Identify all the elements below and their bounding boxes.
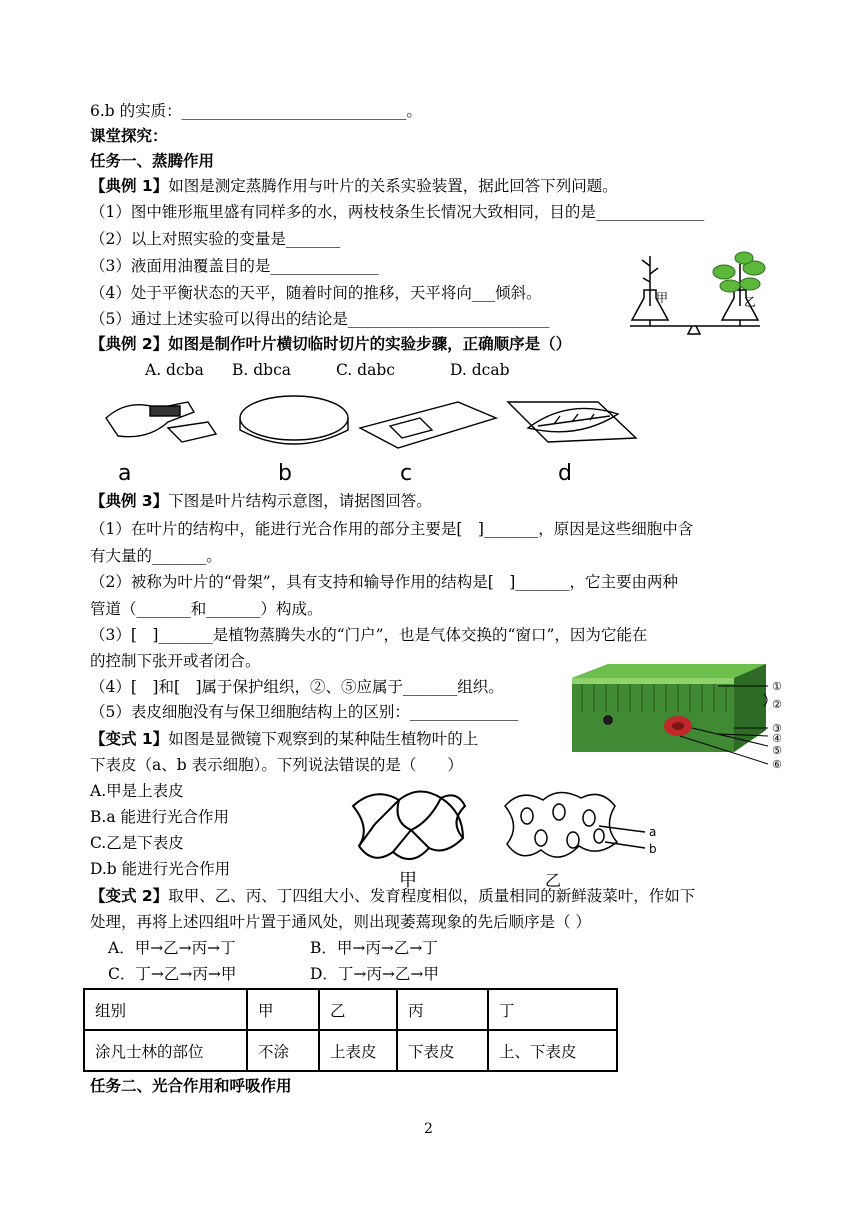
variant2-intro: 【变式 2】取甲、乙、丙、丁四组大小、发育程度相似，质量相同的新鲜菠菜叶，作如下 (90, 887, 696, 905)
epidermis-label-jia: 甲 (399, 870, 417, 888)
step-b-label: b (278, 461, 292, 486)
example1-q4: （4）处于平衡状态的天平，随着时间的推移，天平将向___倾斜。 (90, 284, 542, 302)
table-cell: 乙 (319, 989, 397, 1030)
leaf-label-3: ③ (772, 722, 782, 735)
variant1-intro-cont: 下表皮（a、b 表示细胞）。下列说法错误的是（ ） (90, 756, 463, 774)
cell-label-a: a (649, 825, 657, 839)
table-cell: 不涂 (247, 1030, 319, 1071)
example3-q3-cont: 的控制下张开或者闭合。 (90, 652, 261, 670)
table-cell: 甲 (247, 989, 319, 1030)
table-cell: 涂凡士林的部位 (84, 1030, 247, 1071)
vaseline-table (83, 988, 618, 1072)
slide-preparation-figure (98, 388, 658, 488)
variant1-option-a: A.甲是上表皮 (90, 782, 184, 800)
page-number: 2 (424, 1121, 433, 1137)
example3-q2-cont: 管道（_______和_______）构成。 (90, 600, 323, 618)
example1-q5: （5）通过上述实验可以得出的结论是__________________________ (90, 310, 550, 328)
example3-q4: （4）[ ]和[ ]属于保护组织，②、⑤应属于_______组织。 (90, 678, 504, 696)
leaf-label-2: ② (772, 698, 782, 711)
example3-q2: （2）被称为叶片的“骨架”，具有支持和输导作用的结构是[ ]_______，它主要由两种 (90, 573, 679, 591)
variant1-option-d: D.b 能进行光合作用 (90, 860, 231, 878)
example1-intro: 【典例 1】如图是测定蒸腾作用与叶片的关系实验装置，据此回答下列问题。 (90, 177, 618, 195)
cell-label-b: b (649, 842, 657, 856)
epidermis-label-yi: 乙 (545, 871, 562, 888)
line-6b: 6.b 的实质：_____________________________。 (90, 102, 422, 120)
epidermis-figure (345, 776, 685, 888)
example1-q2: （2）以上对照实验的变量是_______ (90, 230, 341, 248)
table-cell: 上、下表皮 (488, 1030, 617, 1071)
label-yi: 乙 (744, 295, 757, 309)
leaf-structure-figure (568, 660, 798, 770)
label-jia: 甲 (656, 291, 669, 305)
example3-q1: （1）在叶片的结构中，能进行光合作用的部分主要是[ ]_______，原因是这些细胞中含 (90, 520, 694, 538)
transpiration-apparatus-figure (620, 246, 790, 346)
example3-intro: 【典例 3】下图是叶片结构示意图，请据图回答。 (90, 492, 432, 510)
heading-class-explore: 课堂探究： (90, 127, 168, 145)
table-row (84, 989, 617, 1030)
example1-q3: （3）液面用油覆盖目的是______________ (90, 257, 379, 275)
step-d-label: d (558, 461, 572, 486)
variant1-intro: 【变式 1】如图是显微镜下观察到的某种陆生植物叶的上 (90, 730, 479, 748)
leaf-label-1: ① (772, 680, 782, 693)
variant1-option-c: C.乙是下表皮 (90, 834, 184, 852)
variant2-intro-cont: 处理，再将上述四组叶片置于通风处，则出现萎蔫现象的先后顺序是（ ） (90, 913, 591, 931)
leaf-label-5: ⑤ (772, 744, 782, 757)
table-row (84, 1030, 617, 1071)
step-c-label: c (400, 461, 413, 486)
example1-q1: （1）图中锥形瓶里盛有同样多的水，两枝枝条生长情况大致相同，目的是______________ (90, 203, 705, 221)
leaf-label-4: ④ (772, 732, 782, 745)
leaf-label-6: ⑥ (772, 758, 782, 770)
table-cell: 组别 (84, 989, 247, 1030)
step-a-label: a (118, 461, 132, 486)
example3-q5: （5）表皮细胞没有与保卫细胞结构上的区别：______________ (90, 703, 519, 721)
variant1-option-b: B.a 能进行光合作用 (90, 808, 229, 826)
table-cell: 丁 (488, 989, 617, 1030)
table-cell: 上表皮 (319, 1030, 397, 1071)
example2-question: 【典例 2】如图是制作叶片横切临时切片的实验步骤，正确顺序是（） (90, 335, 572, 353)
example3-q3: （3）[ ]_______是植物蒸腾失水的“门户”，也是气体交换的“窗口”，因为它能在 (90, 626, 648, 644)
heading-task-two: 任务二、光合作用和呼吸作用 (90, 1077, 292, 1095)
table-cell: 下表皮 (397, 1030, 488, 1071)
heading-task-one: 任务一、蒸腾作用 (90, 152, 215, 170)
table-cell: 丙 (397, 989, 488, 1030)
example3-q1-cont: 有大量的_______。 (90, 547, 222, 565)
